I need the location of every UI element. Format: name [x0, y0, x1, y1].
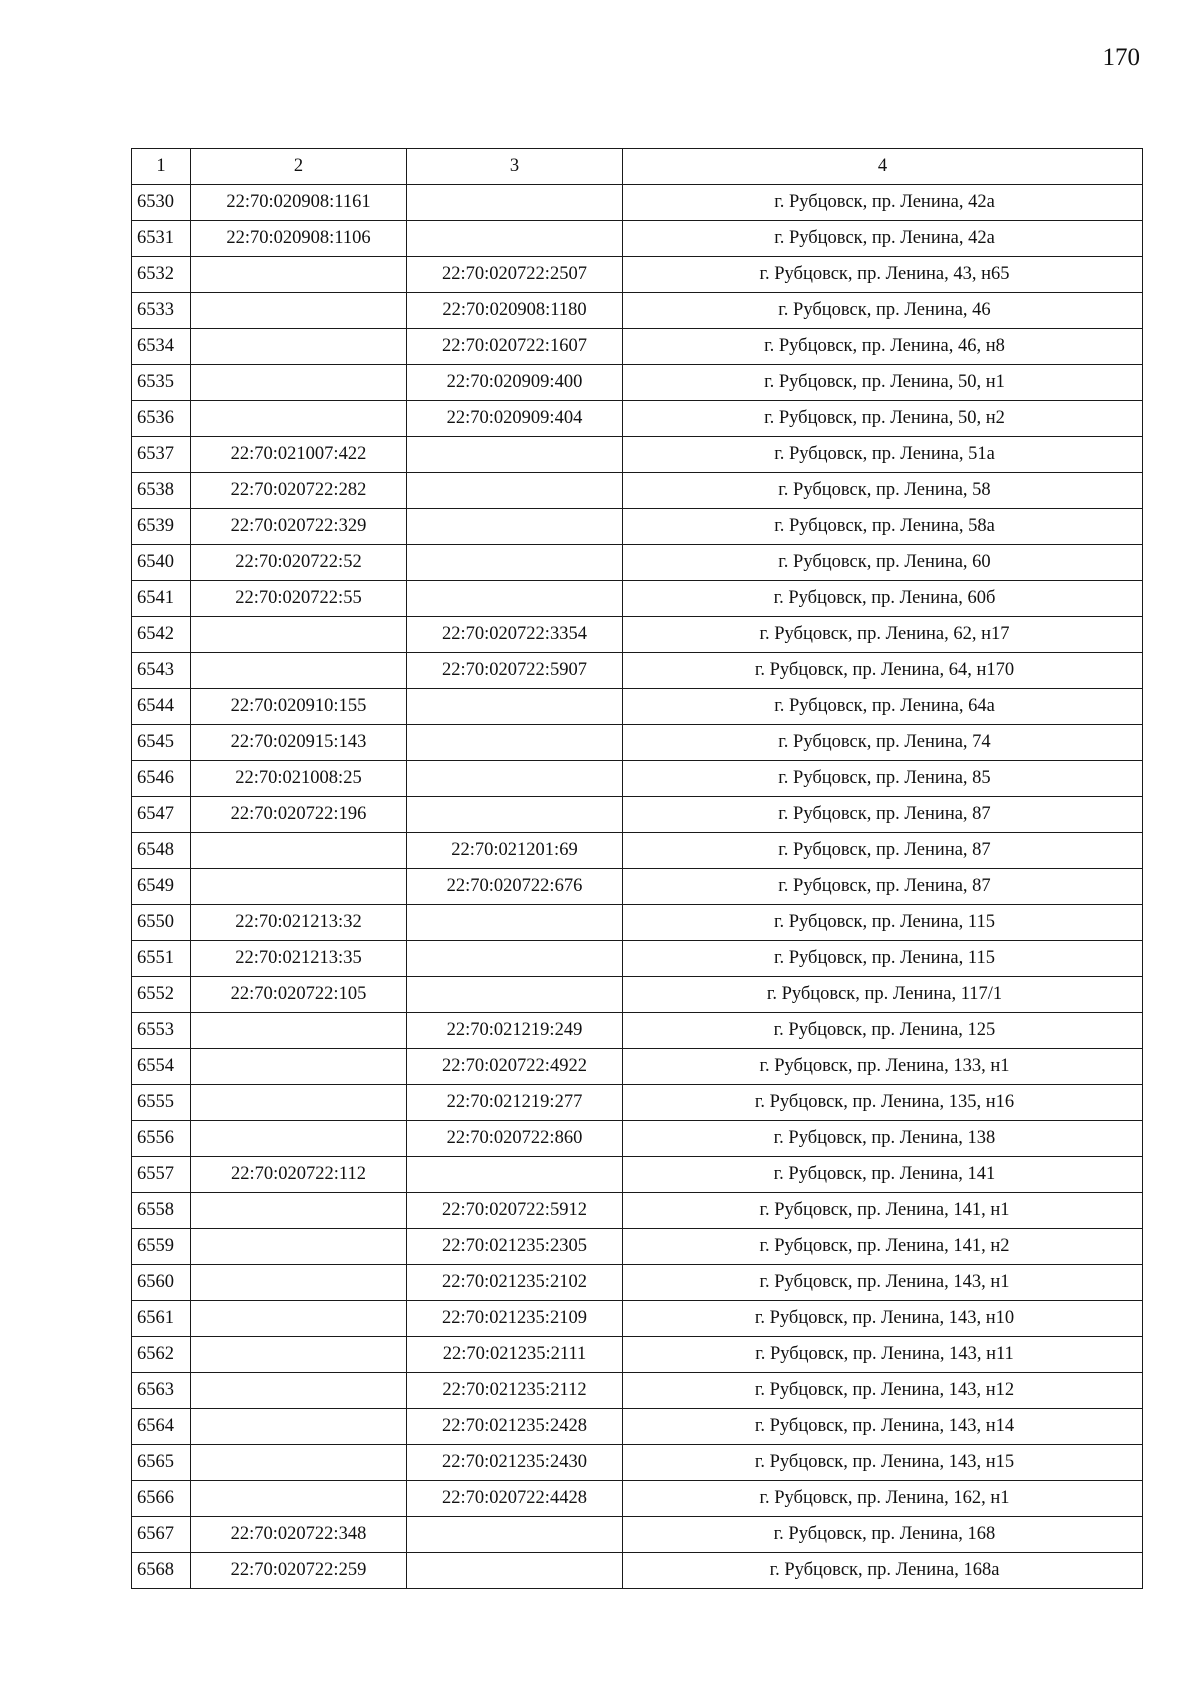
cadastral-number-cell: 22:70:020722:112 — [191, 1157, 407, 1193]
page-number: 170 — [1102, 44, 1140, 71]
header-row — [132, 149, 1143, 185]
row-number-cell: 6537 — [132, 437, 191, 473]
address-cell: г. Рубцовск, пр. Ленина, 87 — [623, 797, 1143, 833]
address-cell: г. Рубцовск, пр. Ленина, 51а — [623, 437, 1143, 473]
table-row — [132, 1229, 1143, 1265]
table-row — [132, 545, 1143, 581]
cadastral-object-number-cell: 22:70:021235:2305 — [407, 1229, 623, 1265]
table-row — [132, 905, 1143, 941]
cadastral-number-cell — [191, 653, 407, 689]
address-cell: г. Рубцовск, пр. Ленина, 74 — [623, 725, 1143, 761]
address-cell: г. Рубцовск, пр. Ленина, 162, н1 — [623, 1481, 1143, 1517]
row-number-cell: 6550 — [132, 905, 191, 941]
cadastral-object-number-cell — [407, 725, 623, 761]
row-number-cell: 6549 — [132, 869, 191, 905]
address-cell: г. Рубцовск, пр. Ленина, 141, н1 — [623, 1193, 1143, 1229]
table-row — [132, 1517, 1143, 1553]
address-cell: г. Рубцовск, пр. Ленина, 43, н65 — [623, 257, 1143, 293]
table-row — [132, 1157, 1143, 1193]
address-cell: г. Рубцовск, пр. Ленина, 143, н1 — [623, 1265, 1143, 1301]
table-row — [132, 1445, 1143, 1481]
cadastral-number-cell — [191, 1265, 407, 1301]
cadastral-object-number-cell: 22:70:021219:277 — [407, 1085, 623, 1121]
row-number-cell: 6562 — [132, 1337, 191, 1373]
address-cell: г. Рубцовск, пр. Ленина, 115 — [623, 905, 1143, 941]
row-number-cell: 6539 — [132, 509, 191, 545]
cadastral-number-cell: 22:70:020722:348 — [191, 1517, 407, 1553]
cadastral-number-cell: 22:70:020722:259 — [191, 1553, 407, 1589]
cadastral-object-number-cell — [407, 221, 623, 257]
cadastral-number-cell — [191, 1373, 407, 1409]
address-cell: г. Рубцовск, пр. Ленина, 50, н2 — [623, 401, 1143, 437]
table-row — [132, 185, 1143, 221]
cadastral-object-number-cell — [407, 977, 623, 1013]
table-row — [132, 797, 1143, 833]
cadastral-object-number-cell: 22:70:020909:404 — [407, 401, 623, 437]
address-cell: г. Рубцовск, пр. Ленина, 135, н16 — [623, 1085, 1143, 1121]
cadastral-number-cell — [191, 1193, 407, 1229]
cadastral-number-cell: 22:70:021007:422 — [191, 437, 407, 473]
cadastral-object-number-cell: 22:70:020722:5907 — [407, 653, 623, 689]
address-cell: г. Рубцовск, пр. Ленина, 138 — [623, 1121, 1143, 1157]
cadastral-number-cell — [191, 869, 407, 905]
cadastral-number-cell: 22:70:021213:32 — [191, 905, 407, 941]
cadastral-object-number-cell — [407, 761, 623, 797]
address-cell: г. Рубцовск, пр. Ленина, 58а — [623, 509, 1143, 545]
cadastral-object-number-cell — [407, 1157, 623, 1193]
table-row — [132, 1481, 1143, 1517]
row-number-cell: 6558 — [132, 1193, 191, 1229]
cadastral-object-number-cell: 22:70:021235:2102 — [407, 1265, 623, 1301]
cadastral-object-number-cell: 22:70:020722:5912 — [407, 1193, 623, 1229]
column-header-2: 2 — [191, 149, 407, 185]
table-row — [132, 329, 1143, 365]
address-cell: г. Рубцовск, пр. Ленина, 87 — [623, 869, 1143, 905]
cadastral-object-number-cell — [407, 689, 623, 725]
row-number-cell: 6568 — [132, 1553, 191, 1589]
row-number-cell: 6564 — [132, 1409, 191, 1445]
cadastral-object-number-cell: 22:70:020722:860 — [407, 1121, 623, 1157]
row-number-cell: 6566 — [132, 1481, 191, 1517]
row-number-cell: 6567 — [132, 1517, 191, 1553]
cadastral-number-cell — [191, 293, 407, 329]
table-row — [132, 1193, 1143, 1229]
cadastral-number-cell — [191, 617, 407, 653]
table-row — [132, 509, 1143, 545]
row-number-cell: 6535 — [132, 365, 191, 401]
cadastral-object-number-cell: 22:70:021235:2111 — [407, 1337, 623, 1373]
cadastral-object-number-cell: 22:70:021201:69 — [407, 833, 623, 869]
address-cell: г. Рубцовск, пр. Ленина, 143, н12 — [623, 1373, 1143, 1409]
table-row — [132, 365, 1143, 401]
cadastral-number-cell — [191, 1409, 407, 1445]
table-row — [132, 689, 1143, 725]
cadastral-number-cell — [191, 1121, 407, 1157]
table-row — [132, 617, 1143, 653]
cadastral-object-number-cell: 22:70:020909:400 — [407, 365, 623, 401]
table-row — [132, 653, 1143, 689]
cadastral-number-cell — [191, 1049, 407, 1085]
cadastral-object-number-cell: 22:70:021235:2428 — [407, 1409, 623, 1445]
column-header-4: 4 — [623, 149, 1143, 185]
row-number-cell: 6536 — [132, 401, 191, 437]
address-cell: г. Рубцовск, пр. Ленина, 133, н1 — [623, 1049, 1143, 1085]
row-number-cell: 6554 — [132, 1049, 191, 1085]
row-number-cell: 6546 — [132, 761, 191, 797]
address-cell: г. Рубцовск, пр. Ленина, 143, н15 — [623, 1445, 1143, 1481]
cadastral-number-cell — [191, 1301, 407, 1337]
cadastral-object-number-cell: 22:70:020908:1180 — [407, 293, 623, 329]
table-row — [132, 941, 1143, 977]
row-number-cell: 6561 — [132, 1301, 191, 1337]
column-header-1: 1 — [132, 149, 191, 185]
cadastral-object-number-cell: 22:70:021235:2430 — [407, 1445, 623, 1481]
cadastral-number-cell: 22:70:020908:1161 — [191, 185, 407, 221]
address-cell: г. Рубцовск, пр. Ленина, 141, н2 — [623, 1229, 1143, 1265]
row-number-cell: 6530 — [132, 185, 191, 221]
address-cell: г. Рубцовск, пр. Ленина, 125 — [623, 1013, 1143, 1049]
table-row — [132, 1085, 1143, 1121]
address-cell: г. Рубцовск, пр. Ленина, 62, н17 — [623, 617, 1143, 653]
cadastral-object-number-cell: 22:70:020722:1607 — [407, 329, 623, 365]
row-number-cell: 6541 — [132, 581, 191, 617]
address-cell: г. Рубцовск, пр. Ленина, 117/1 — [623, 977, 1143, 1013]
address-cell: г. Рубцовск, пр. Ленина, 58 — [623, 473, 1143, 509]
cadastral-number-cell — [191, 329, 407, 365]
cadastral-object-number-cell: 22:70:021235:2109 — [407, 1301, 623, 1337]
address-cell: г. Рубцовск, пр. Ленина, 87 — [623, 833, 1143, 869]
cadastral-object-number-cell — [407, 185, 623, 221]
address-cell: г. Рубцовск, пр. Ленина, 50, н1 — [623, 365, 1143, 401]
cadastral-number-cell: 22:70:020722:329 — [191, 509, 407, 545]
row-number-cell: 6543 — [132, 653, 191, 689]
cadastral-number-cell: 22:70:021213:35 — [191, 941, 407, 977]
row-number-cell: 6547 — [132, 797, 191, 833]
table-row — [132, 1301, 1143, 1337]
address-cell: г. Рубцовск, пр. Ленина, 42а — [623, 221, 1143, 257]
row-number-cell: 6551 — [132, 941, 191, 977]
cadastral-object-number-cell: 22:70:021219:249 — [407, 1013, 623, 1049]
row-number-cell: 6538 — [132, 473, 191, 509]
cadastral-number-cell: 22:70:020722:105 — [191, 977, 407, 1013]
cadastral-object-number-cell — [407, 581, 623, 617]
table-row — [132, 1409, 1143, 1445]
table-row — [132, 1337, 1143, 1373]
address-cell: г. Рубцовск, пр. Ленина, 42а — [623, 185, 1143, 221]
table-row — [132, 977, 1143, 1013]
row-number-cell: 6531 — [132, 221, 191, 257]
cadastral-number-cell — [191, 1481, 407, 1517]
table-row — [132, 1121, 1143, 1157]
address-cell: г. Рубцовск, пр. Ленина, 141 — [623, 1157, 1143, 1193]
row-number-cell: 6540 — [132, 545, 191, 581]
row-number-cell: 6560 — [132, 1265, 191, 1301]
address-cell: г. Рубцовск, пр. Ленина, 115 — [623, 941, 1143, 977]
table-row — [132, 761, 1143, 797]
cadastral-object-number-cell: 22:70:020722:4428 — [407, 1481, 623, 1517]
row-number-cell: 6563 — [132, 1373, 191, 1409]
table-row — [132, 581, 1143, 617]
address-cell: г. Рубцовск, пр. Ленина, 143, н11 — [623, 1337, 1143, 1373]
cadastral-object-number-cell: 22:70:021235:2112 — [407, 1373, 623, 1409]
cadastral-number-cell — [191, 401, 407, 437]
table-row — [132, 1265, 1143, 1301]
table-row — [132, 257, 1143, 293]
row-number-cell: 6552 — [132, 977, 191, 1013]
cadastral-number-cell — [191, 1229, 407, 1265]
cadastral-number-cell — [191, 365, 407, 401]
table-row — [132, 1049, 1143, 1085]
row-number-cell: 6533 — [132, 293, 191, 329]
cadastral-number-cell: 22:70:020910:155 — [191, 689, 407, 725]
table-body — [132, 185, 1143, 1589]
cadastral-number-cell: 22:70:020722:196 — [191, 797, 407, 833]
cadastral-object-number-cell: 22:70:020722:2507 — [407, 257, 623, 293]
address-cell: г. Рубцовск, пр. Ленина, 46 — [623, 293, 1143, 329]
row-number-cell: 6553 — [132, 1013, 191, 1049]
cadastral-number-cell: 22:70:020908:1106 — [191, 221, 407, 257]
row-number-cell: 6557 — [132, 1157, 191, 1193]
row-number-cell: 6548 — [132, 833, 191, 869]
row-number-cell: 6532 — [132, 257, 191, 293]
table-row — [132, 725, 1143, 761]
address-cell: г. Рубцовск, пр. Ленина, 64а — [623, 689, 1143, 725]
column-header-3: 3 — [407, 149, 623, 185]
table-row — [132, 1013, 1143, 1049]
cadastral-object-number-cell — [407, 509, 623, 545]
cadastral-number-cell — [191, 1337, 407, 1373]
cadastral-object-number-cell — [407, 1517, 623, 1553]
address-cell: г. Рубцовск, пр. Ленина, 168 — [623, 1517, 1143, 1553]
address-cell: г. Рубцовск, пр. Ленина, 46, н8 — [623, 329, 1143, 365]
cadastral-object-number-cell — [407, 473, 623, 509]
cadastral-object-number-cell — [407, 905, 623, 941]
cadastral-object-number-cell — [407, 941, 623, 977]
row-number-cell: 6565 — [132, 1445, 191, 1481]
row-number-cell: 6555 — [132, 1085, 191, 1121]
cadastral-number-cell: 22:70:020722:52 — [191, 545, 407, 581]
table-row — [132, 221, 1143, 257]
cadastral-number-cell: 22:70:020722:55 — [191, 581, 407, 617]
table-header — [132, 149, 1143, 185]
table-row — [132, 437, 1143, 473]
cadastral-object-number-cell: 22:70:020722:3354 — [407, 617, 623, 653]
cadastral-object-number-cell: 22:70:020722:4922 — [407, 1049, 623, 1085]
cadastral-number-cell — [191, 257, 407, 293]
register-table — [131, 148, 1143, 1589]
row-number-cell: 6542 — [132, 617, 191, 653]
address-cell: г. Рубцовск, пр. Ленина, 64, н170 — [623, 653, 1143, 689]
address-cell: г. Рубцовск, пр. Ленина, 60б — [623, 581, 1143, 617]
table-row — [132, 833, 1143, 869]
cadastral-number-cell: 22:70:020915:143 — [191, 725, 407, 761]
cadastral-object-number-cell — [407, 797, 623, 833]
table-row — [132, 293, 1143, 329]
table-row — [132, 1373, 1143, 1409]
row-number-cell: 6534 — [132, 329, 191, 365]
table-row — [132, 1553, 1143, 1589]
cadastral-number-cell — [191, 1445, 407, 1481]
cadastral-object-number-cell — [407, 437, 623, 473]
cadastral-number-cell — [191, 1085, 407, 1121]
address-cell: г. Рубцовск, пр. Ленина, 85 — [623, 761, 1143, 797]
address-cell: г. Рубцовск, пр. Ленина, 168а — [623, 1553, 1143, 1589]
cadastral-object-number-cell — [407, 545, 623, 581]
table-row — [132, 869, 1143, 905]
cadastral-number-cell: 22:70:020722:282 — [191, 473, 407, 509]
address-cell: г. Рубцовск, пр. Ленина, 143, н14 — [623, 1409, 1143, 1445]
cadastral-object-number-cell: 22:70:020722:676 — [407, 869, 623, 905]
cadastral-number-cell — [191, 1013, 407, 1049]
address-cell: г. Рубцовск, пр. Ленина, 60 — [623, 545, 1143, 581]
row-number-cell: 6559 — [132, 1229, 191, 1265]
cadastral-number-cell — [191, 833, 407, 869]
row-number-cell: 6544 — [132, 689, 191, 725]
cadastral-number-cell: 22:70:021008:25 — [191, 761, 407, 797]
address-cell: г. Рубцовск, пр. Ленина, 143, н10 — [623, 1301, 1143, 1337]
table-row — [132, 401, 1143, 437]
row-number-cell: 6556 — [132, 1121, 191, 1157]
cadastral-object-number-cell — [407, 1553, 623, 1589]
row-number-cell: 6545 — [132, 725, 191, 761]
table-row — [132, 473, 1143, 509]
